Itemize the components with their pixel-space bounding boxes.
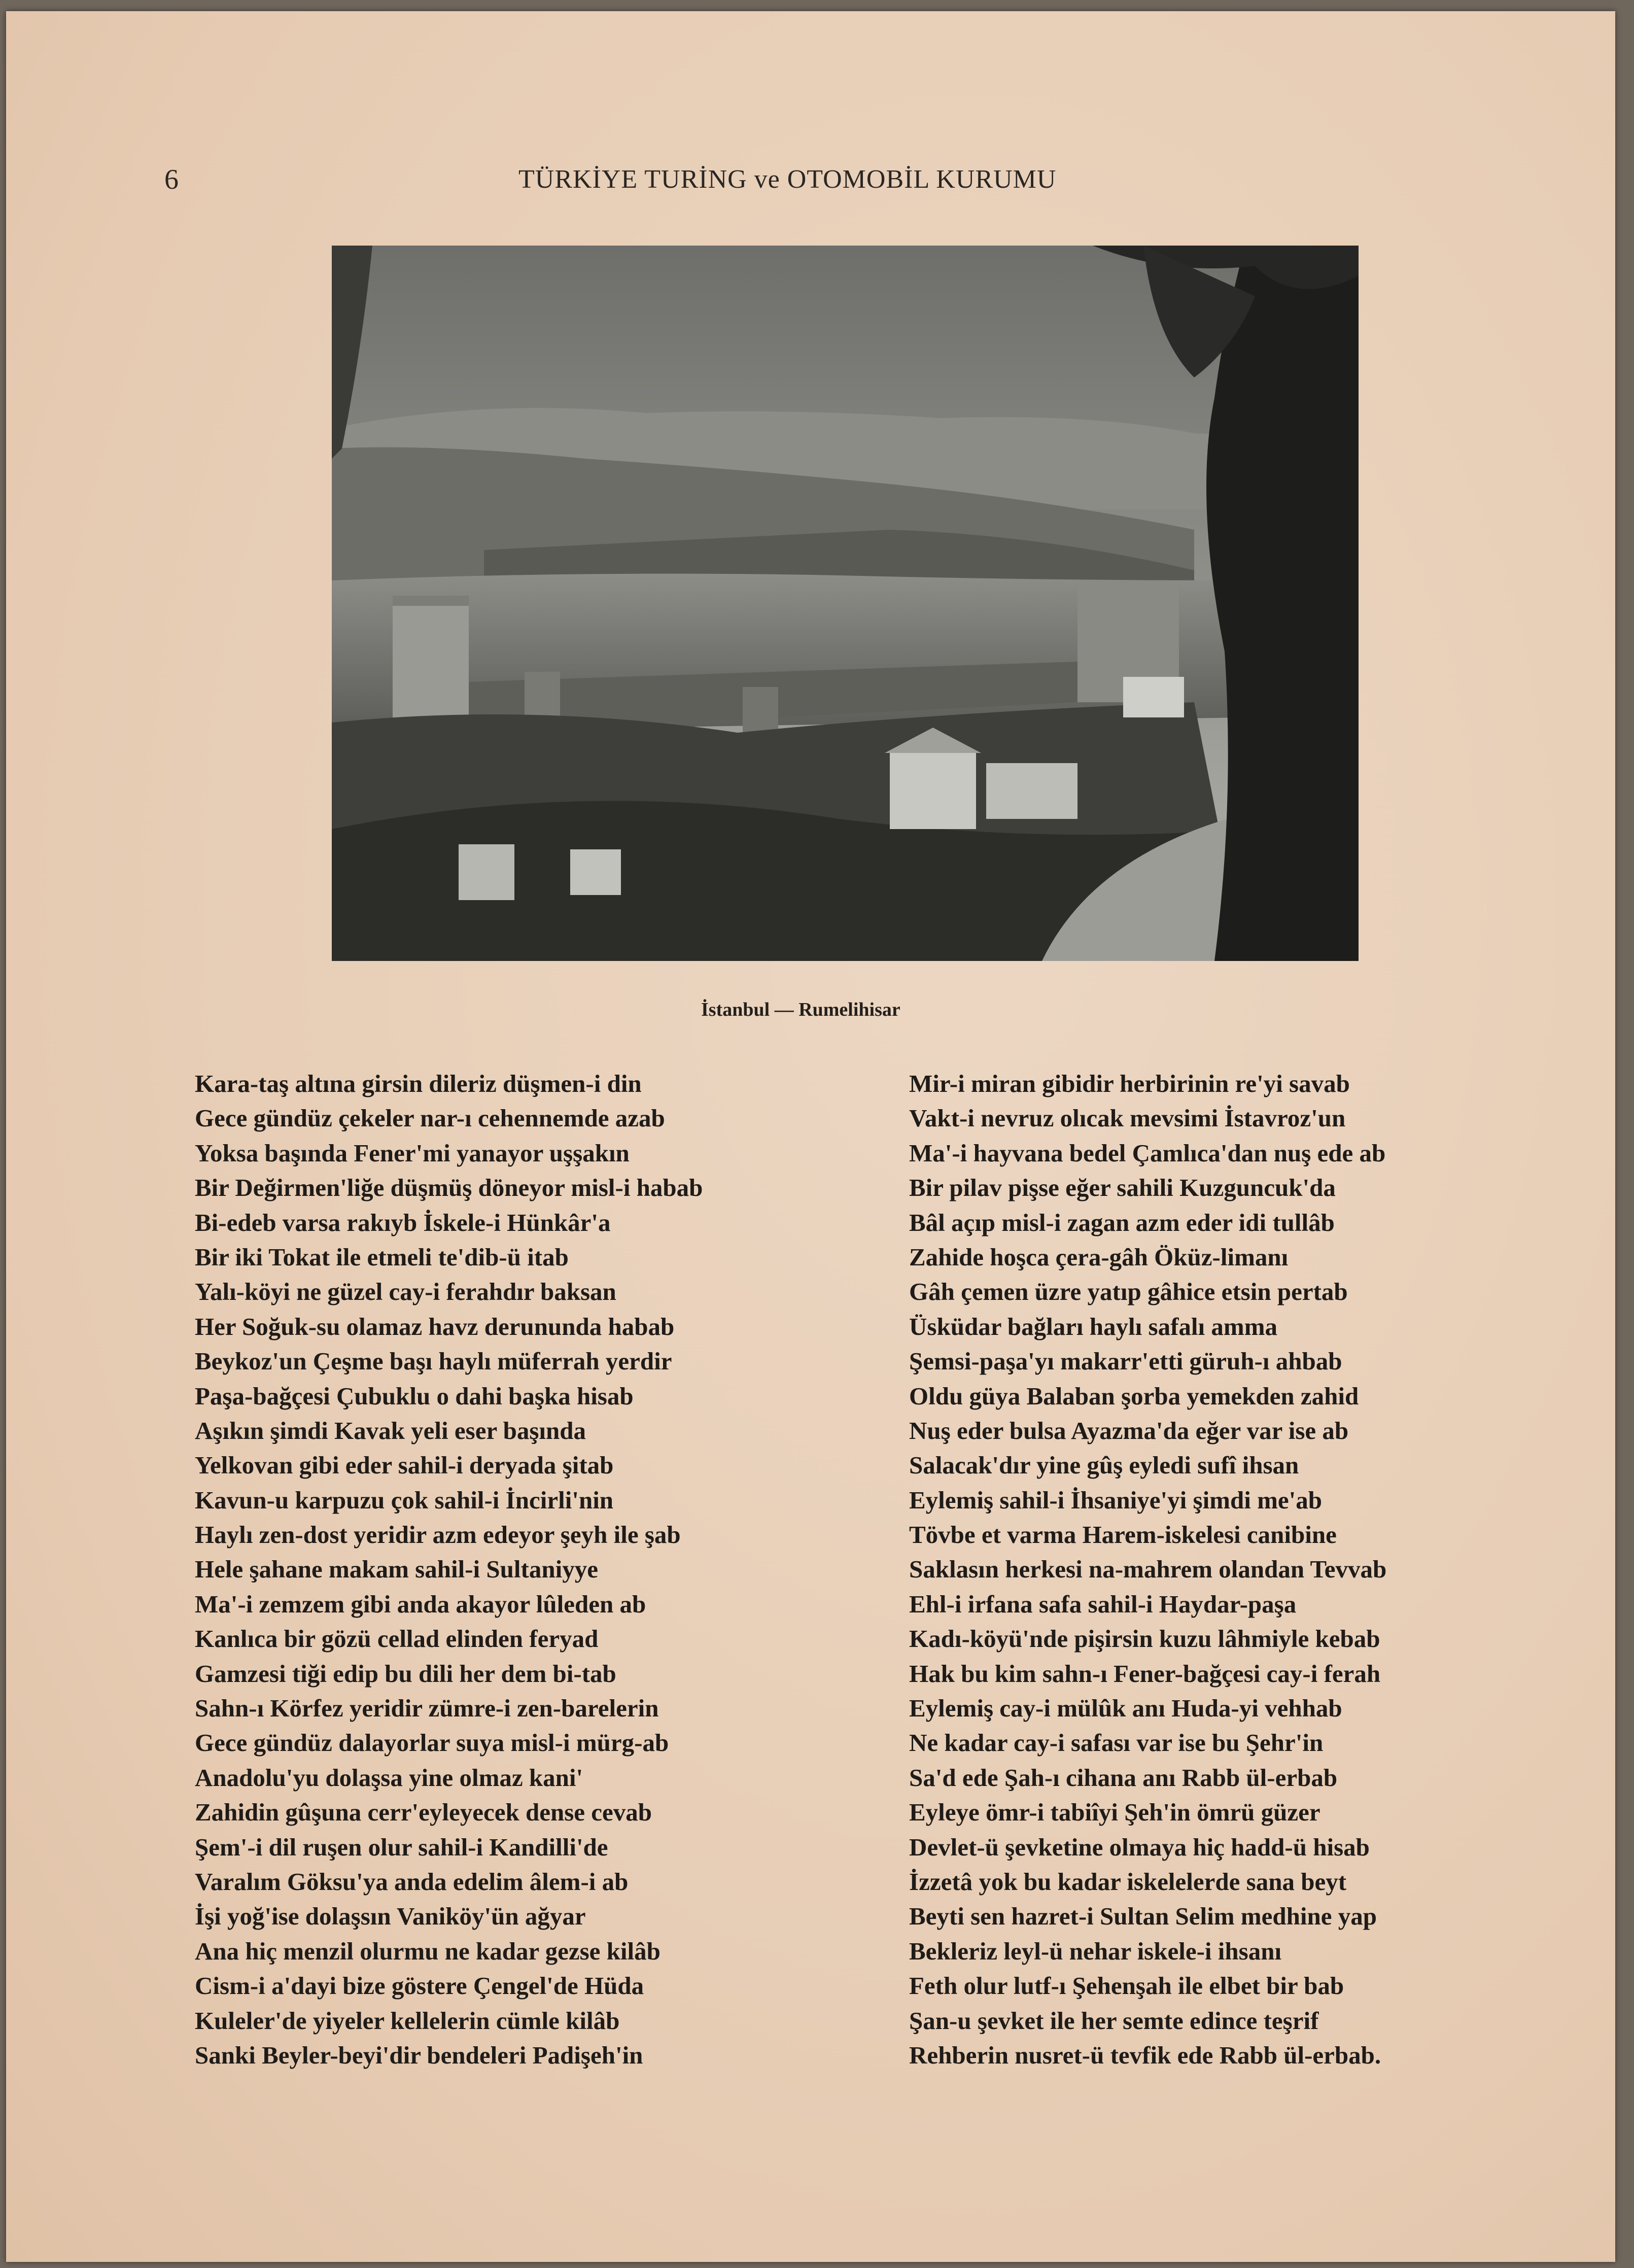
poem-line: Gece gündüz dalayorlar suya misl-i mürg-ab <box>195 1729 669 1757</box>
poem-line: Nuş eder bulsa Ayazma'da eğer var ise ab <box>909 1416 1349 1445</box>
poem-line: Salacak'dır yine gûş eyledi sufî ihsan <box>909 1451 1299 1480</box>
poem-line: Kadı-köyü'nde pişirsin kuzu lâhmiyle kebab <box>909 1625 1380 1653</box>
poem-right-column <box>909 1067 1584 2073</box>
poem-line: Paşa-bağçesi Çubuklu o dahi başka hisab <box>195 1382 634 1410</box>
poem-line: Bâl açıp misl-i zagan azm eder idi tullâb <box>909 1208 1335 1236</box>
poem-line: Bir iki Tokat ile etmeli te'dib-ü itab <box>195 1243 569 1271</box>
poem-line: Ma'-i zemzem gibi anda akayor lûleden ab <box>195 1590 646 1618</box>
photo-caption: İstanbul — Rumelihisar <box>701 999 900 1020</box>
poem-line: Hak bu kim sahn-ı Fener-bağçesi cay-i ferah <box>909 1659 1381 1688</box>
poem-line: Zahidin gûşuna cerr'eyleyecek dense cevab <box>195 1798 652 1827</box>
poem-line: Şan-u şevket ile her semte edince teşrif <box>909 2006 1319 2035</box>
poem-line: Mir-i miran gibidir herbirinin re'yi savab <box>909 1070 1350 1097</box>
photo-rumelihisar <box>332 246 1359 961</box>
poem-line: Şem'-i dil ruşen olur sahil-i Kandilli'de <box>195 1833 608 1861</box>
poem-left-column <box>195 1067 854 2073</box>
poem-line: Tövbe et varma Harem-iskelesi canibine <box>909 1521 1337 1549</box>
poem-line: Devlet-ü şevketine olmaya hiç hadd-ü hisab <box>909 1833 1370 1861</box>
running-header-title: TÜRKİYE TURİNG ve OTOMOBİL KURUMU <box>518 165 1057 194</box>
poem-line: Eylemiş cay-i mülûk anı Huda-yi vehhab <box>909 1694 1342 1723</box>
poem-line: Bir Değirmen'liğe düşmüş döneyor misl-i habab <box>195 1174 703 1202</box>
poem-line: Hele şahane makam sahil-i Sultaniyye <box>195 1555 598 1584</box>
poem-line: Zahide hoşca çera-gâh Öküz-limanı <box>909 1243 1289 1271</box>
poem-line: Cism-i a'dayi bize göstere Çengel'de Hüda <box>195 1972 644 2000</box>
poem-line: İşi yoğ'ise dolaşsın Vaniköy'ün ağyar <box>195 1902 586 1931</box>
poem-line: Bi-edeb varsa rakıyb İskele-i Hünkâr'a <box>195 1208 611 1236</box>
poem-line: Yelkovan gibi eder sahil-i deryada şitab <box>195 1451 614 1480</box>
poem-line: Oldu güya Balaban şorba yemekden zahid <box>909 1382 1359 1410</box>
poem-line: Ne kadar cay-i safası var ise bu Şehr'in <box>909 1729 1324 1757</box>
poem-line: Anadolu'yu dolaşsa yine olmaz kani' <box>195 1763 583 1792</box>
poem-line: Üsküdar bağları haylı safalı amma <box>909 1312 1278 1341</box>
poem-line: Haylı zen-dost yeridir azm edeyor şeyh ile şab <box>195 1521 681 1549</box>
poem-line: Ma'-i hayvana bedel Çamlıca'dan nuş ede ab <box>909 1139 1386 1167</box>
poem-line: Rehberin nusret-ü tevfik ede Rabb ül-erbab. <box>909 2041 1381 2069</box>
poem-line: Aşıkın şimdi Kavak yeli eser başında <box>195 1416 586 1445</box>
poem-line: Vakt-i nevruz olıcak mevsimi İstavroz'un <box>909 1104 1346 1132</box>
poem-line: Sahn-ı Körfez yeridir zümre-i zen-barelerin <box>195 1694 659 1723</box>
poem-line: Yoksa başında Fener'mi yanayor uşşakın <box>195 1139 630 1167</box>
poem-line: Kavun-u karpuzu çok sahil-i İncirli'nin <box>195 1486 614 1514</box>
poem-line: Kanlıca bir gözü cellad elinden feryad <box>195 1625 599 1653</box>
poem-line: Şemsi-paşa'yı makarr'etti güruh-ı ahbab <box>909 1347 1342 1376</box>
poem-line: Beyti sen hazret-i Sultan Selim medhine yap <box>909 1902 1377 1931</box>
poem-line: Her Soğuk-su olamaz havz derununda habab <box>195 1312 675 1341</box>
poem-line: Kara-taş altına girsin dileriz düşmen-i din <box>195 1070 642 1097</box>
poem-line: Bir pilav pişse eğer sahili Kuzguncuk'da <box>909 1174 1336 1202</box>
photo-landscape-illustration <box>332 246 1359 961</box>
poem-line: Kuleler'de yiyeler kellelerin cümle kilâb <box>195 2006 620 2035</box>
poem-line: Ana hiç menzil olurmu ne kadar gezse kilâb <box>195 1937 660 1965</box>
poem-line: Eyleye ömr-i tabiîyi Şeh'in ömrü güzer <box>909 1798 1320 1827</box>
poem-line: Varalım Göksu'ya anda edelim âlem-i ab <box>195 1867 629 1896</box>
poem-line: Gamzesi tiği edip bu dili her dem bi-tab <box>195 1659 616 1688</box>
poem-line: Saklasın herkesi na-mahrem olandan Tevvab <box>909 1555 1387 1584</box>
poem-line: Gece gündüz çekeler nar-ı cehennemde azab <box>195 1104 665 1132</box>
poem-line: Sanki Beyler-beyi'dir bendeleri Padişeh'in <box>195 2041 643 2069</box>
poem-line: Feth olur lutf-ı Şehenşah ile elbet bir bab <box>909 1972 1344 2000</box>
poem-line: Sa'd ede Şah-ı cihana anı Rabb ül-erbab <box>909 1763 1338 1792</box>
magazine-page <box>6 11 1615 2262</box>
page-number: 6 <box>164 164 179 195</box>
poem-line: İzzetâ yok bu kadar iskelelerde sana beyt <box>909 1867 1347 1896</box>
poem-line: Gâh çemen üzre yatıp gâhice etsin pertab <box>909 1278 1348 1306</box>
poem-line: Ehl-i irfana safa sahil-i Haydar-paşa <box>909 1590 1297 1618</box>
poem-line: Eylemiş sahil-i İhsaniye'yi şimdi me'ab <box>909 1486 1323 1514</box>
poem-line: Yalı-köyi ne güzel cay-i ferahdır baksan <box>195 1278 616 1306</box>
poem-line: Beykoz'un Çeşme başı haylı müferrah yerdir <box>195 1347 672 1376</box>
poem-line: Bekleriz leyl-ü nehar iskele-i ihsanı <box>909 1937 1282 1965</box>
